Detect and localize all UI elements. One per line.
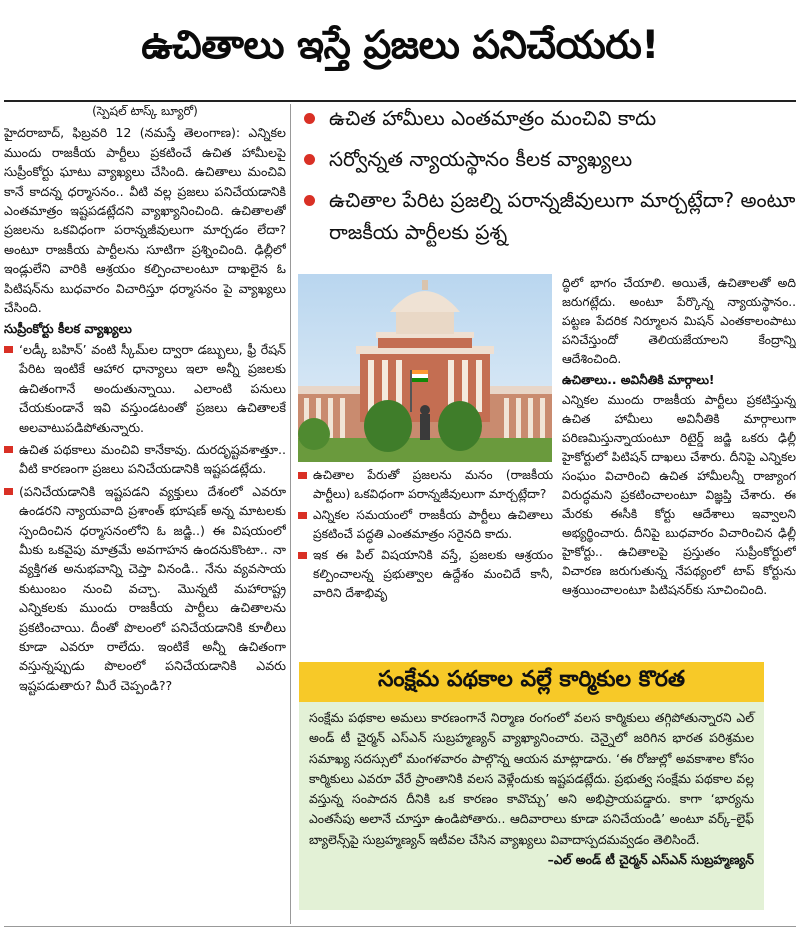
highlight-item [300, 102, 796, 134]
list-item [4, 440, 286, 479]
square-bullet-icon [298, 472, 307, 479]
lead-paragraph: హైదరాబాద్, ఫిబ్రవరి 12 (నమస్తే తెలంగాణ): ఎన్నికల ముందు రాజకీయ పార్టీలు ప్రకటించే ఉచిత హామీలపై సుప్రీంకోర్టు ఘాటు వ్యాఖ్యలు చేసింది. ఉచితాలు మంచివి కానే కాదన్న ధర్మాసనం.. వీటి వల్ల ప్రజలు పనిచేయడానికి ఎంతమాత్రం ఇష్టపడట్లేదని వ్యాఖ్యానించింది. ఉచితాలతో ప్రజలను ఒకవిధంగా పరాన్నజీవులుగా మార్చడం లేదా? అంటూ రాజకీయ పార్టీలను సూటిగా ప్రశ్నించింది. ఢిల్లీలో ఇండ్లులేని వారికి ఆశ్రయం కల్పించాలంటూ దాఖలైన ఓ పిటిషన్‌ను బుధవారం విచారిస్తూ ధర్మాసనం పై వ్యాఖ్యలు చేసింది. [4, 125, 286, 316]
subheading: ఉచితాలు.. అవినీతికి మార్గాలు! [562, 373, 715, 387]
highlight-item [300, 143, 796, 175]
list-item [298, 506, 553, 543]
box-paragraph: సంక్షేమ పథకాల అమలు కారణంగానే నిర్మాణ రంగంలో వలస కార్మికులు తగ్గిపోతున్నారని ఎల్ అండ్ టీ చైర్మన్ ఎస్ఎన్ సుబ్రహ్మణ్యన్ వ్యాఖ్యానించారు. చెన్నైలో జరిగిన భారత పరిశ్రమల సమాఖ్య సదస్సులో మంగళవారం పాల్గొన్న ఆయన మాట్లాడారు. ‘ఈ రోజుల్లో అవకాశాల కోసం కార్మికులు ఎవరూ వేరే ప్రాంతానికి వలస వెళ్లేందుకు ఇష్టపడట్లేదు. ప్రభుత్వ సంక్షేమ పథకాల వల్ల వస్తున్న సంపాదన దీనికి ఒక కారణం కావొచ్చు’ అని అభిప్రాయపడ్డారు. కాగా ‘భార్యను ఎంతసేపు అలానే చూస్తూ ఉండిపోతారు.. ఆదివారాలు కూడా పనిచేయండి’ అంటూ వర్క్–లైఫ్ బ్యాలెన్స్‌పై సుబ్రహ్మణ్యన్ ఇటీవల చేసిన వ్యాఖ్యలు వివాదాస్పదమవ్వడం తెలిసిందే. [309, 710, 754, 847]
square-bullet-icon [298, 512, 307, 519]
bullet-dot-icon [304, 113, 315, 124]
list-item-text: ఇక ఈ పిల్ విషయానికి వస్తే, ప్రజలకు ఆశ్రయం కల్పించాలన్న ప్రభుత్వాల ఉద్దేశం మంచిదే కానీ, వారిని దేశాభివృ [313, 548, 553, 600]
bullet-dot-icon [304, 154, 315, 165]
paragraph: ఎన్నికల ముందు రాజకీయ పార్టీలు ప్రకటిస్తున్న ఉచిత హామీలు అవినీతికి మార్గాలుగా పరిణమిస్తున్నాయంటూ రిటైర్డ్ జడ్జి ఒకరు ఢిల్లీ హైకోర్టులో పిటిషన్ దాఖలు చేశారు. దీనిపై ఎన్నికల సంఘం విచారించి ఉచిత హామీలన్నీ రాజ్యాంగ విరుద్ధమని ప్రకటించాలంటూ విజ్ఞప్తి చేశారు. ఈ మేరకు ఈసీకి కోర్టు ఆదేశాలు ఇవ్వాలని అభ్యర్థించారు. దీనిపై బుధవారం విచారించిన ఢిల్లీ హైకోర్టు.. ఉచితాలపై ప్రస్తుతం సుప్రీంకోర్టులో విచారణ జరుగుతున్న నేపథ్యంలో టాప్ కోర్టును ఆశ్రయించాలంటూ పిటిషనర్‌కు సూచించింది. [562, 393, 796, 597]
highlight-text: సర్వోన్నత న్యాయస్థానం కీలక వ్యాఖ్యలు [329, 147, 633, 171]
bullet-dot-icon [304, 195, 315, 206]
byline: (స్పెషల్ టాస్క్ బ్యూరో) [92, 104, 198, 118]
highlight-item [300, 184, 796, 248]
supreme-court-photo [298, 274, 552, 462]
supreme-court-building-icon [298, 274, 552, 462]
square-bullet-icon [298, 552, 307, 559]
column-divider [290, 104, 291, 924]
box-signature: –ఎల్ అండ్ టీ చైర్మన్ ఎస్ఎన్ సుబ్రహ్మణ్యన్ [547, 852, 754, 868]
list-item [298, 546, 553, 602]
footer-rule [4, 926, 796, 927]
continued-paragraph: ద్ధిలో భాగం చేయాలి. అయితే, ఉచితాలతో అది జరుగట్లేదు. అంటూ పేర్కొన్న న్యాయస్థానం.. పట్టణ పేదరిక నిర్మూలన మిషన్ ఎంతకాలంపాటు పనిచేస్తుందో తెలియజేయాలని కేంద్రాన్ని ఆదేశించింది. [562, 276, 796, 366]
right-column [562, 274, 796, 654]
highlights [300, 102, 796, 274]
box-body [299, 702, 764, 910]
list-item-text: (పనిచేయడానికి ఇష్టపడని వ్యక్తులు దేశంలో ఎవరూ ఉండరని న్యాయవాది ప్రశాంత్ భూషణ్ అన్న మాటలకు స్పందించిన ధర్మాసనంలోని ఓ జడ్జి..) ఈ విషయంలో మీకు ఒకవైపు మాత్రమే అవగాహన ఉందనుకొంటా.. నా వ్యక్తిగత అనుభవాన్ని చెప్తా వినండి.. నేను వ్యవసాయ కుటుంబం నుంచి వచ్చా. మొన్నటి మహారాష్ట్ర ఎన్నికలకు ముందు రాజకీయ పార్టీలు ఉచితాలను ప్రకటించాయి. దీంతో పొలంలో పనిచేయడానికి కూలీలు కూడా ఎవరూ రాలేదు. ఇంటికే అన్నీ ఉచితంగా వస్తున్నప్పుడు పొలంలో పనిచేయడానికి ఎవరు ఇష్టపడుతారు? మీరే చెప్పండి?? [19, 483, 286, 693]
headline: ఉచితాలు ఇస్తే ప్రజలు పనిచేయరు! [141, 23, 659, 68]
square-bullet-icon [4, 346, 13, 353]
list-item [4, 340, 286, 437]
square-bullet-icon [4, 446, 13, 453]
middle-column [298, 466, 553, 658]
list-item-text: ఉచితాల పేరుతో ప్రజలను మనం (రాజకీయ పార్టీలు) ఒకవిధంగా పరాన్నజీవులుగా మార్చట్లేదా? [313, 468, 553, 501]
list-item-text: ఉచిత పథకాలు మంచివి కానేకావు. దురదృష్టవశాత్తూ.. వీటి కారణంగా ప్రజలు పనిచేయడానికి ఇష్టపడట్లేదు. [19, 441, 286, 477]
box-title: సంక్షేమ పథకాల వల్లే కార్మికుల కొరత [299, 662, 764, 702]
list-item-text: ‘లడ్కీ బహిన్’ వంటి స్కీమ్‌ల ద్వారా డబ్బులు, ఫ్రీ రేషన్ పేరిట ఇంటికే ఆహార ధాన్యాలు ఇలా అన్నీ ప్రజలకు ఉచితంగానే అందుతున్నాయి. ఎలాంటి పనులు చేయకుండానే ఇవి వస్తుండటంతో ప్రజలు ఉచితాలకే అలవాటుపడిపోతున్నారు. [19, 341, 286, 435]
list-item [4, 482, 286, 695]
list-item-text: ఎన్నికల సమయంలో రాజకీయ పార్టీలు ఉచితాలు ప్రకటించే పద్ధతి ఎంతమాత్రం సరైనది కాదు. [313, 508, 553, 541]
list-item [298, 466, 553, 503]
subheading: సుప్రీంకోర్టు కీలక వ్యాఖ్యలు [4, 321, 132, 337]
highlight-text: ఉచిత హామీలు ఎంతమాత్రం మంచివి కాదు [329, 106, 657, 130]
square-bullet-icon [4, 488, 13, 495]
left-column [4, 102, 286, 927]
highlight-text: ఉచితాల పేరిట ప్రజల్ని పరాన్నజీవులుగా మార్చట్లేదా? అంటూ రాజకీయ పార్టీలకు ప్రశ్న [329, 188, 796, 244]
